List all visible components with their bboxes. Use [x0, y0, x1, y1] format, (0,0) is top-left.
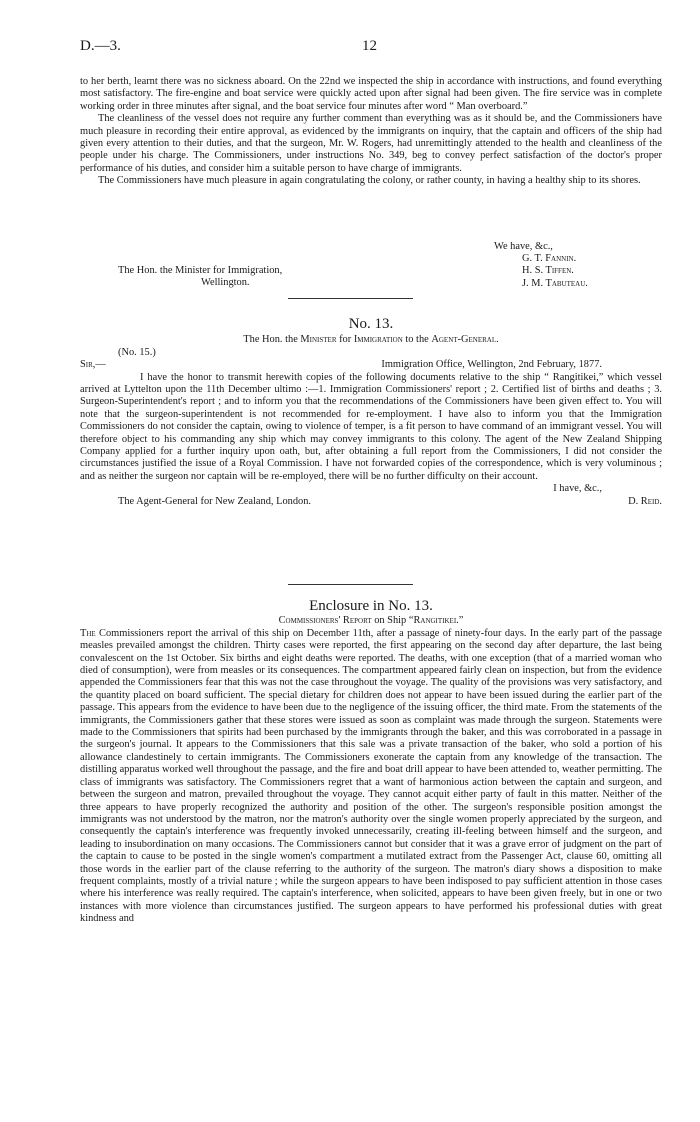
subtitle-text: on Ship “ [371, 615, 414, 627]
paragraph: The cleanliness of the vessel does not require any further comment than everything was as it should be, and the Commissioners have much pleasure in recording their entire approval, as evidenced by the immigrants on inquiry, that the captain and officers of the ship had given every attention to their duties, and that the surgeon, Mr. W. Rogers, had unremittingly attended to the health and cleanliness of the people under his charge. The Commissioners, under instructions No. 349, beg to convey perfect satisfaction of the doctor's proper performance of his duties, and consider him a suitable person to have charge of immigrants. [80, 113, 662, 174]
subtitle-text: Commissioners' Report [278, 615, 372, 627]
closing: I have, &c., [553, 483, 602, 495]
dateline: Immigration Office, Wellington, 2nd February, 1877. [381, 359, 602, 371]
letter-ref: (No. 15.) [118, 346, 156, 358]
addressee: The Agent-General for New Zealand, London. [118, 495, 312, 507]
paragraph: to her berth, learnt there was no sickness aboard. On the 22nd we inspected the ship in accordance with instructions, and found everything most satisfactory. The fire-engine and boat service were quickly acted upon after signal had been given. The fire service was in complete working order in three minutes after signal, and the boat service four minutes after word “ Man overboard.” [80, 76, 662, 112]
page-header [80, 40, 662, 60]
section-title: Enclosure in No. 13. [309, 598, 433, 614]
letter-body: I have the honor to transmit herewith copies of the following documents relative to the ship “ Rangitikei,” which vessel arrived at Lyttelton upon the 11th December ultimo :—1. Immigration Commissioners' report ; 2. Certified list of births and deaths ; 3. Surgeon-Superintendent's report ; and to inform you that the recommendations of the Commissioners have been given effect to. You will note that the surgeon-superintendent is not recommended for re-employment. I have also to inform you that the Immigration Commissioners do not consider the captain, owing to violence of temper, is a fit person to have command of an immigrant vessel. You will therefore object to his commanding any ship which may convey immigrants to this colony. The agent of the New Zealand Shipping Company applied for a further inquiry upon oath, but, after obtaining a full report from the Commissioners, I did not consider the circumstances justified the issue of a Royal Commission. I have not forwarded copies of the correspondence, which is very voluminous ; and as neither the surgeon nor captain will be re-employed, there will be no further difficulty on their account. [80, 371, 662, 482]
body-text: Commissioners report the arrival of this ship on December 11th, after a passage of ninety-four days. In the early part of the passage measles prevailed amongst the children. Thirty cases were reported, the first appearing on the second day after departure, the last being convalescent on the 1st October. Six births and eight deaths were reported. The deaths, with one exception (that of a married woman who died of consumption), were from measles or its consequences. The compartment appeared fairly clean on inspection, but from the evidence appended the Commissioners fear that this was not the case throughout the voyage. The quality of the provisions was very satisfactory, and the quantity placed on board sufficient. The special dietary for children does not appear to have been issued during the earlier part of the passage. This appears from the evidence to have been due to the negligence of the issuing officer, the third mate. From the statements of the immigrants, the Commissioners gather that these stores were issued as soon as complaint was made through the surgeon. Statements were made to the Commissioners that spirits had been purchased by the immigrants through the baker, and this was corroborated in a passage in the surgeon's journal. It appears to the Commissioners that this sale was a private transaction of the baker, who sold a portion of his allowance clandestinely to certain immigrants. The Commissioners exonerate the captain from any knowledge of the transaction. The distilling apparatus worked well throughout the passage, and the fire and boat drill appear to have been attended to, weather permitting. The class of immigrants was satisfactory. The Commissioners regret that a want of harmonious action between the captain and surgeon, and between the surgeon and matron, prevailed throughout the voyage. They cannot acquit either party of fault in this matter. Neither of the three appears to have properly recognized the authority and position of the other. The surgeon's responsible position amongst the immigrants was not understood by the matron, nor the matron's authority over the single women properly appreciated by the surgeon, and consequently the captain's interference was frequently invoked unnecessarily, creating ill-feeling between himself and the surgeon, and leading to insubordination on many occasions. The Commissioners cannot but consider that it was a grave error of judgment on the part of the captain to cause to be posted in the single women's compartment a mutilated extract from the Passenger Act, clause 60, omitting all those words in the earlier part of the clause referring to the authority of the surgeon. The matron's diary shows a disposition to make frequent complaints, mostly of a trivial nature ; while the surgeon appears to have been indisposed to pay sufficient attention in those cases where his interference was really required. The captain's interference, when solicited, appears to have been given freely, but in one or two instances with more violence than circumstances justified. The surgeon appears to have performed his professional duties with great kindness and [80, 627, 662, 925]
section-title: No. 13. [348, 316, 394, 332]
signatory: H. S. Tiffen. [522, 265, 574, 277]
subtitle-text: to the [402, 334, 432, 346]
subtitle-text: Immigration [353, 334, 403, 346]
signatory: J. M. Tabuteau. [522, 277, 588, 289]
signatory: D. Reid. [628, 495, 662, 507]
lead-word: The [80, 627, 96, 639]
subtitle-text: Agent-General. [431, 334, 499, 346]
addressee [118, 265, 282, 290]
letter-subtitle [80, 334, 662, 346]
enclosure-subtitle [80, 615, 662, 627]
document-code: D.—3. [80, 38, 121, 54]
enclosure-body [80, 628, 662, 926]
section-divider [288, 584, 413, 585]
salutation: Sir,— [80, 359, 106, 371]
addressee-line: Wellington. [201, 277, 250, 289]
enclosure-in-no-13 [80, 600, 662, 926]
subtitle-text: The Hon. the [243, 334, 301, 346]
subtitle-text: ” [458, 615, 464, 627]
page-number: 12 [362, 38, 377, 54]
letter-no-13 [80, 318, 662, 508]
report-continuation [80, 76, 662, 188]
subtitle-text: for [336, 334, 354, 346]
subtitle-text: Rangitikei. [413, 615, 459, 627]
signature-block [80, 241, 662, 291]
signatory: G. T. Fannin. [522, 253, 577, 264]
addressee-line: The Hon. the Minister for Immigration, [118, 265, 283, 276]
section-divider [288, 298, 413, 299]
subtitle-text: Minister [300, 334, 337, 346]
closing: We have, &c., [494, 241, 553, 252]
paragraph: The Commissioners have much pleasure in again congratulating the colony, or rather county, in having a healthy ship to its shores. [98, 175, 641, 187]
